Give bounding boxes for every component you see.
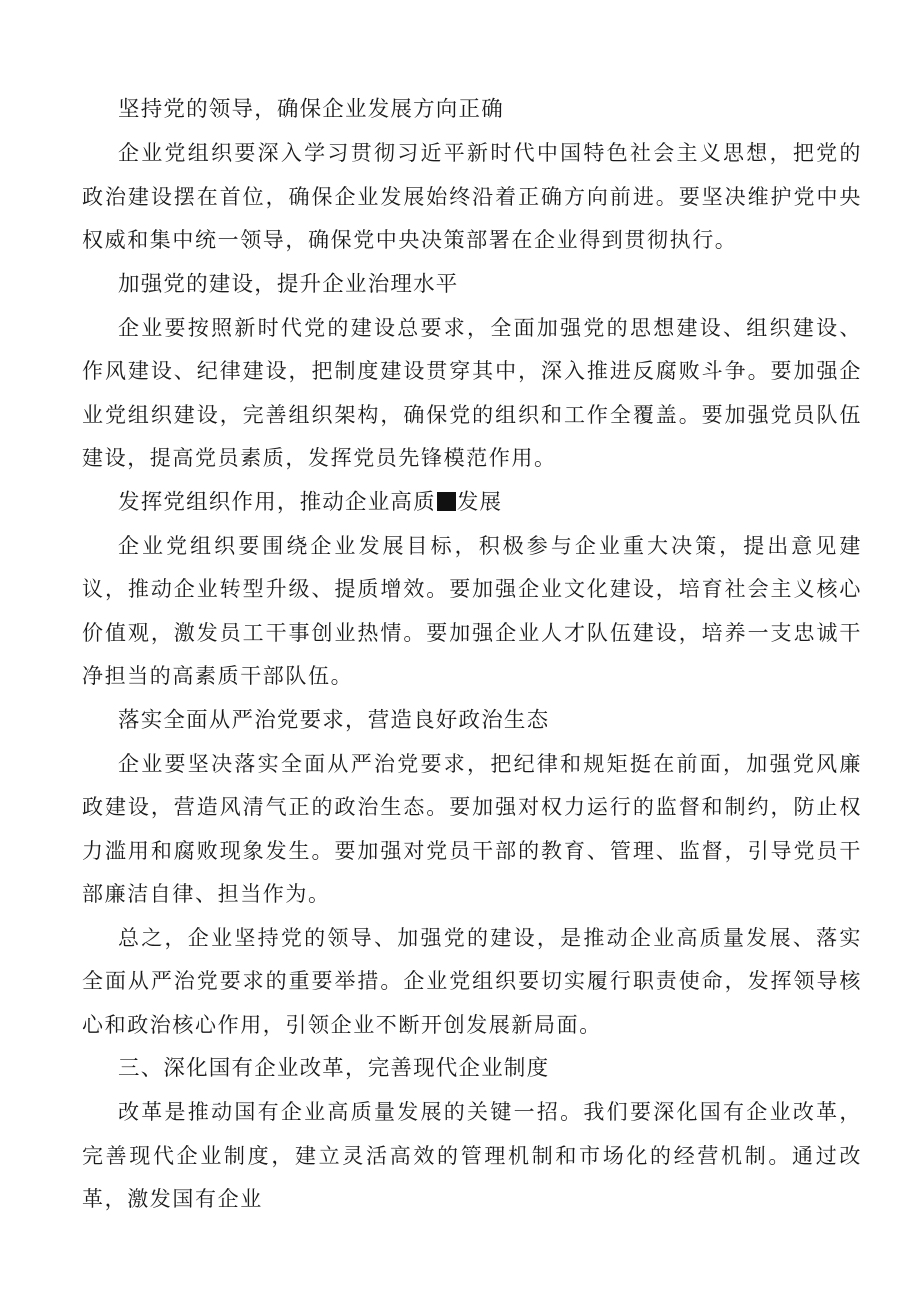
redaction-block-mark xyxy=(437,492,456,511)
section-heading-party-organization-role xyxy=(82,481,862,525)
part-three-heading: 三、深化国有企业改革，完善现代企业制度 xyxy=(118,1056,550,1081)
document-body xyxy=(82,88,862,1222)
summary-paragraph: 总之，企业坚持党的领导、加强党的建设，是推动企业高质量发展、落实全面从严治党要求的重要举措。企业党组织要切实履行职责使命，发挥领导核心和政治核心作用，引领企业不断开创发展新局面。 xyxy=(82,925,862,1037)
section-paragraph-party-leadership: 企业党组织要深入学习贯彻习近平新时代中国特色社会主义思想，把党的政治建设摆在首位，确保企业发展始终沿着正确方向前进。要坚决维护党中央权威和集中统一领导，确保党中央决策部署在企业得到贯彻执行。 xyxy=(82,141,862,252)
heading-text-before-mark: 发挥党组织作用，推动企业高质 xyxy=(118,489,436,515)
section-paragraph-party-building: 企业要按照新时代党的建设总要求，全面加强党的思想建设、组织建设、作风建设、纪律建设，把制度建设贯穿其中，深入推进反腐败斗争。要加强企业党组织建设，完善组织架构，确保党的组织和工作全覆盖。要加强党员队伍建设，提高党员素质，发挥党员先锋模范作用。 xyxy=(82,315,862,470)
section-paragraph-strict-governance: 企业要坚决落实全面从严治党要求，把纪律和规矩挺在前面，加强党风廉政建设，营造风清气正的政治生态。要加强对权力运行的监督和制约，防止权力滥用和腐败现象发生。要加强对党员干部的教育、管理、监督，引导党员干部廉洁自律、担当作为。 xyxy=(82,751,862,906)
section-heading-strict-governance: 落实全面从严治党要求，营造良好政治生态 xyxy=(118,707,550,733)
section-heading-party-building: 加强党的建设，提升企业治理水平 xyxy=(118,271,459,297)
section-heading-party-leadership: 坚持党的领导，确保企业发展方向正确 xyxy=(118,97,504,122)
section-paragraph-party-organization-role: 企业党组织要围绕企业发展目标，积极参与企业重大决策，提出意见建议，推动企业转型升级、提质增效。要加强企业文化建设，培育社会主义核心价值观，激发员工干事创业热情。要加强企业人才队伍建设，培养一支忠诚干净担当的高素质干部队伍。 xyxy=(82,533,862,688)
part-three-paragraph: 改革是推动国有企业高质量发展的关键一招。我们要深化国有企业改革，完善现代企业制度，建立灵活高效的管理机制和市场化的经营机制。通过改革，激发国有企业 xyxy=(82,1100,862,1211)
heading-text-after-mark: 发展 xyxy=(456,489,503,515)
